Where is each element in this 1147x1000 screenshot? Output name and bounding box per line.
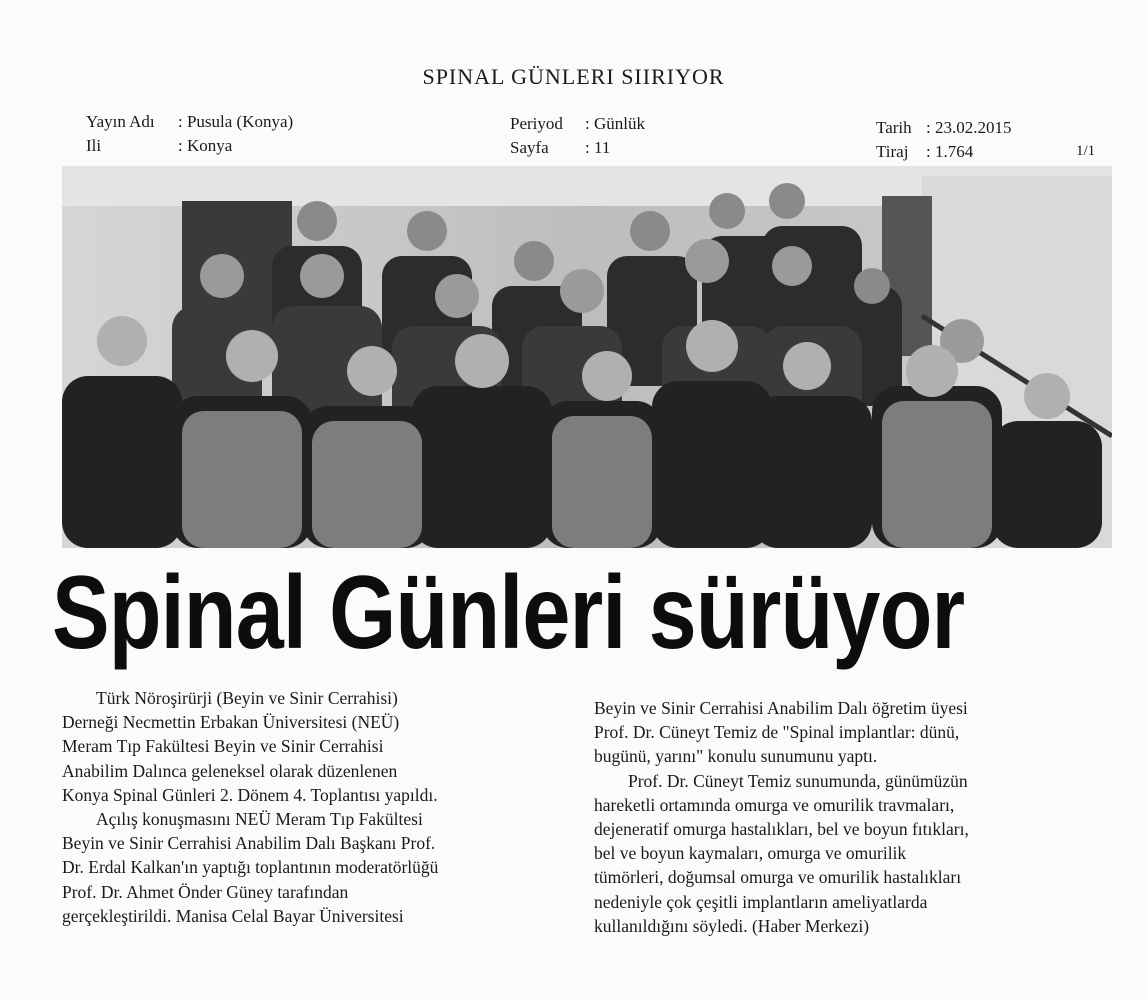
meta-label: Sayfa xyxy=(510,138,549,157)
meta-middle xyxy=(510,112,645,160)
article-line: bugünü, yarını" konulu sunumunu yaptı. xyxy=(594,746,878,767)
meta-value: : Günlük xyxy=(585,114,645,133)
meta-value: : 23.02.2015 xyxy=(926,118,1012,137)
group-photo-icon xyxy=(62,166,1112,548)
meta-value: : Pusula (Konya) xyxy=(178,112,294,131)
meta-value: : Konya xyxy=(178,136,233,155)
article-line: Meram Tıp Fakültesi Beyin ve Sinir Cerrahisi xyxy=(62,736,384,757)
article-line: Prof. Dr. Ahmet Önder Güney tarafından xyxy=(62,881,349,902)
article-line: nedeniyle çok çeşitli implantların ameliyatlarda xyxy=(594,891,928,912)
article-line: Beyin ve Sinir Cerrahisi Anabilim Dalı Başkanı Prof. xyxy=(62,833,436,854)
article-line: kullanıldığını söyledi. (Haber Merkezi) xyxy=(594,915,870,936)
meta-row-tiraj xyxy=(876,140,1011,164)
article-line: Türk Nöroşirürji (Beyin ve Sinir Cerrahisi) xyxy=(96,688,398,708)
meta-label: Tarih xyxy=(876,118,912,137)
meta-row-tarih xyxy=(876,116,1011,140)
article-line: Anabilim Dalınca geleneksel olarak düzenlenen xyxy=(62,760,398,781)
page-header-title: SPINAL GÜNLERI SIIRIYOR xyxy=(422,64,725,89)
meta-row-sayfa xyxy=(510,136,645,160)
meta-label: Yayın Adı xyxy=(86,112,155,131)
article-line: Prof. Dr. Cüneyt Temiz de "Spinal implantlar: dünü, xyxy=(594,722,960,743)
article-column-right xyxy=(594,696,1094,938)
article-line: Prof. Dr. Cüneyt Temiz sunumunda, günümüzün xyxy=(628,770,968,791)
page-count: 1/1 xyxy=(1076,143,1096,159)
article-line: Konya Spinal Günleri 2. Dönem 4. Toplantısı yapıldı. xyxy=(62,784,438,805)
article-line: tümörleri, doğumsal omurga ve omurilik hastalıkları xyxy=(594,867,962,888)
meta-row-ili xyxy=(86,134,293,158)
meta-value: : 1.764 xyxy=(926,142,974,161)
meta-label: Periyod xyxy=(510,114,563,133)
meta-left xyxy=(86,110,293,158)
article-line: dejeneratif omurga hastalıkları, bel ve boyun fıtıkları, xyxy=(594,819,969,840)
article-line: hareketli ortamında omurga ve omurilik travmaları, xyxy=(594,794,955,815)
meta-label: Ili xyxy=(86,136,102,155)
article-line: bel ve boyun kaymaları, omurga ve omurilik xyxy=(594,843,907,864)
article-line: Açılış konuşmasını NEÜ Meram Tıp Fakültesi xyxy=(96,809,423,830)
article-column-left xyxy=(62,686,562,928)
article-line: Derneği Necmettin Erbakan Üniversitesi (NEÜ) xyxy=(62,712,400,733)
meta-row-periyod xyxy=(510,112,645,136)
headline: Spinal Günleri sürüyor xyxy=(52,555,965,671)
meta-right xyxy=(876,116,1011,164)
meta-label: Tiraj xyxy=(876,142,909,161)
meta-row-yayin-adi xyxy=(86,110,293,134)
article-line: Beyin ve Sinir Cerrahisi Anabilim Dalı öğretim üyesi xyxy=(594,698,968,718)
article-line: Dr. Erdal Kalkan'ın yaptığı toplantının moderatörlüğü xyxy=(62,857,439,878)
article-line: gerçekleştirildi. Manisa Celal Bayar Üniversitesi xyxy=(62,905,404,926)
meta-value: : 11 xyxy=(585,138,611,157)
